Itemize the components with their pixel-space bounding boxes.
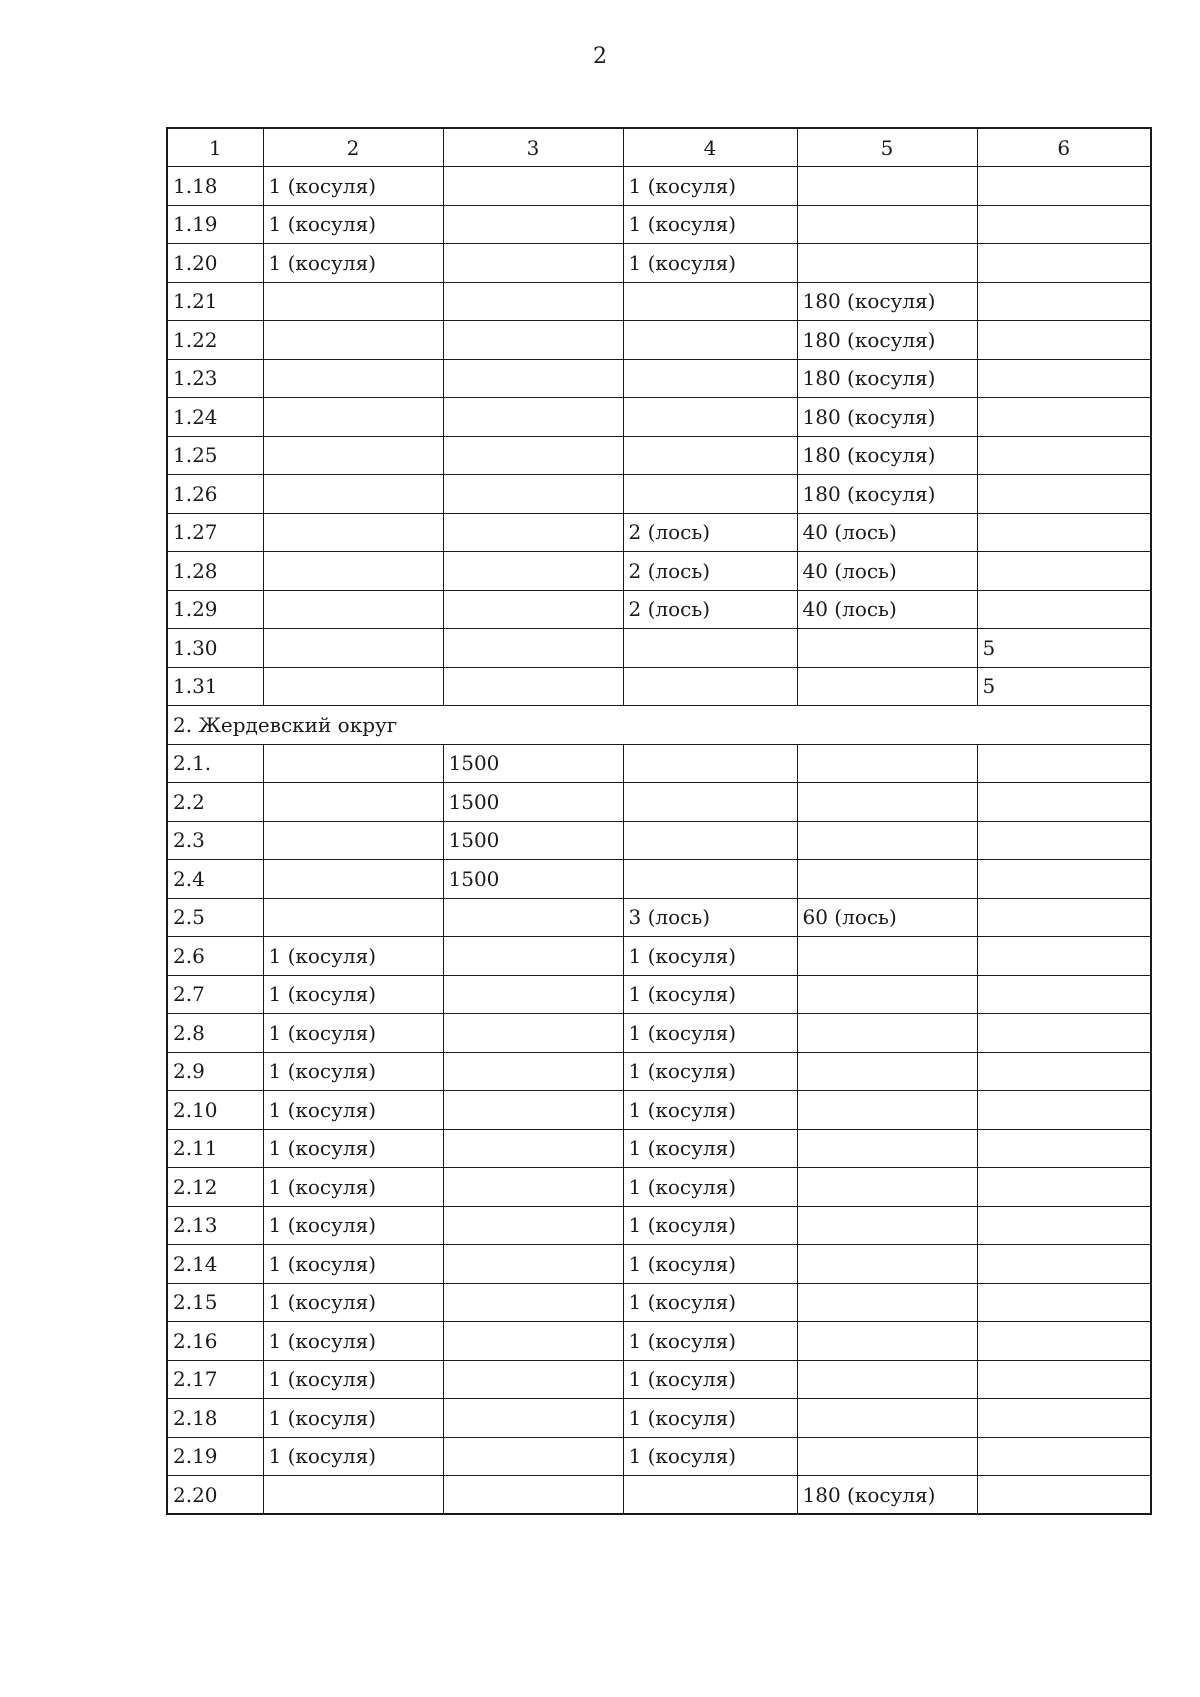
table-cell [623, 667, 797, 706]
table-row [167, 475, 1151, 514]
table-cell [443, 398, 623, 437]
table-row [167, 167, 1151, 206]
column-header: 2 [263, 128, 443, 167]
table-cell [443, 1283, 623, 1322]
table-cell [977, 975, 1151, 1014]
table-row [167, 1437, 1151, 1476]
table-cell: 1 (косуля) [623, 1360, 797, 1399]
row-number-cell: 2.2 [167, 783, 263, 822]
table-cell [443, 667, 623, 706]
row-number-cell: 1.30 [167, 629, 263, 668]
table-cell [263, 821, 443, 860]
table-row [167, 821, 1151, 860]
table-cell: 1 (косуля) [263, 1052, 443, 1091]
table-cell: 2 (лось) [623, 513, 797, 552]
table-row [167, 1052, 1151, 1091]
table-cell [623, 359, 797, 398]
table-cell [443, 513, 623, 552]
column-header: 6 [977, 128, 1151, 167]
table-cell [797, 783, 977, 822]
table-row [167, 282, 1151, 321]
table-cell: 2 (лось) [623, 552, 797, 591]
section-row [167, 706, 1151, 745]
table-cell: 40 (лось) [797, 590, 977, 629]
table-row [167, 1014, 1151, 1053]
table-cell [797, 1322, 977, 1361]
table-row [167, 552, 1151, 591]
table-cell: 1 (косуля) [263, 167, 443, 206]
table-row [167, 321, 1151, 360]
table-cell [797, 1206, 977, 1245]
row-number-cell: 1.27 [167, 513, 263, 552]
table-cell [443, 436, 623, 475]
table-cell: 1 (косуля) [263, 1283, 443, 1322]
row-number-cell: 2.6 [167, 937, 263, 976]
table-cell [977, 282, 1151, 321]
row-number-cell: 1.19 [167, 205, 263, 244]
table-cell [977, 1168, 1151, 1207]
table-cell [977, 167, 1151, 206]
table-cell [977, 1206, 1151, 1245]
row-number-cell: 2.5 [167, 898, 263, 937]
table-cell [263, 744, 443, 783]
table-row [167, 1091, 1151, 1130]
row-number-cell: 1.31 [167, 667, 263, 706]
table-cell: 1 (косуля) [623, 1052, 797, 1091]
table-cell [623, 436, 797, 475]
table-row [167, 398, 1151, 437]
table-cell [977, 513, 1151, 552]
page-number: 2 [593, 44, 607, 69]
row-number-cell: 1.23 [167, 359, 263, 398]
row-number-cell: 2.16 [167, 1322, 263, 1361]
table-cell [443, 898, 623, 937]
table-cell: 1 (косуля) [263, 1014, 443, 1053]
row-number-cell: 2.18 [167, 1399, 263, 1438]
table-cell [263, 475, 443, 514]
row-number-cell: 2.9 [167, 1052, 263, 1091]
table-cell: 1 (косуля) [623, 1168, 797, 1207]
table-cell [977, 821, 1151, 860]
table-cell [977, 1014, 1151, 1053]
table-cell [443, 629, 623, 668]
table-cell: 40 (лось) [797, 552, 977, 591]
table-cell: 1 (косуля) [263, 1437, 443, 1476]
row-number-cell: 1.28 [167, 552, 263, 591]
table-cell [443, 1245, 623, 1284]
table-cell: 5 [977, 667, 1151, 706]
table-cell [797, 167, 977, 206]
table-cell [443, 475, 623, 514]
table-cell [797, 1014, 977, 1053]
table-cell [443, 1322, 623, 1361]
table-cell: 1 (косуля) [623, 1399, 797, 1438]
table-cell: 1 (косуля) [623, 205, 797, 244]
table-row [167, 629, 1151, 668]
column-header: 3 [443, 128, 623, 167]
table-cell [623, 860, 797, 899]
table-cell: 3 (лось) [623, 898, 797, 937]
table-cell [977, 359, 1151, 398]
table-cell [623, 398, 797, 437]
table-cell [623, 629, 797, 668]
table-cell [443, 1014, 623, 1053]
row-number-cell: 2.7 [167, 975, 263, 1014]
table-cell [797, 1360, 977, 1399]
table-cell [977, 1283, 1151, 1322]
row-number-cell: 2.12 [167, 1168, 263, 1207]
section-title: 2. Жердевский округ [167, 706, 1151, 745]
table-cell [797, 629, 977, 668]
table-cell [623, 1476, 797, 1515]
table-row [167, 744, 1151, 783]
table-row [167, 1168, 1151, 1207]
table-row [167, 1129, 1151, 1168]
table-cell [443, 1129, 623, 1168]
table-cell: 40 (лось) [797, 513, 977, 552]
table-row [167, 667, 1151, 706]
row-number-cell: 2.11 [167, 1129, 263, 1168]
row-number-cell: 2.8 [167, 1014, 263, 1053]
table-cell: 1 (косуля) [623, 1206, 797, 1245]
table-cell [443, 975, 623, 1014]
row-number-cell: 1.21 [167, 282, 263, 321]
table-cell [797, 1168, 977, 1207]
table-cell: 180 (косуля) [797, 436, 977, 475]
table-cell [797, 667, 977, 706]
table-cell: 1 (косуля) [263, 1360, 443, 1399]
table-row [167, 975, 1151, 1014]
table-cell [263, 398, 443, 437]
table-cell [443, 1476, 623, 1515]
table-cell [443, 1091, 623, 1130]
table-cell [977, 590, 1151, 629]
table-row [167, 1283, 1151, 1322]
table-cell [263, 321, 443, 360]
table-cell [263, 513, 443, 552]
table-cell: 1 (косуля) [623, 167, 797, 206]
table-cell [797, 1129, 977, 1168]
table-cell [623, 821, 797, 860]
row-number-cell: 2.1. [167, 744, 263, 783]
column-header: 4 [623, 128, 797, 167]
table-row [167, 359, 1151, 398]
row-number-cell: 1.20 [167, 244, 263, 283]
table-cell [263, 1476, 443, 1515]
column-header: 1 [167, 128, 263, 167]
table-cell: 1 (косуля) [623, 1091, 797, 1130]
table-cell [443, 282, 623, 321]
table-cell: 1 (косуля) [263, 205, 443, 244]
table-cell: 1 (косуля) [623, 937, 797, 976]
table-cell [443, 1052, 623, 1091]
table-cell [797, 1091, 977, 1130]
table-cell: 1 (косуля) [263, 1206, 443, 1245]
table-cell: 1500 [443, 744, 623, 783]
row-number-cell: 2.10 [167, 1091, 263, 1130]
table-header [167, 128, 1151, 167]
table-cell [977, 398, 1151, 437]
table-cell: 1 (косуля) [263, 244, 443, 283]
table-cell [977, 744, 1151, 783]
table-row [167, 1245, 1151, 1284]
column-header: 5 [797, 128, 977, 167]
table-cell [977, 244, 1151, 283]
row-number-cell: 1.24 [167, 398, 263, 437]
table-cell: 180 (косуля) [797, 359, 977, 398]
table-row [167, 513, 1151, 552]
table-cell [443, 1168, 623, 1207]
table-cell [977, 1091, 1151, 1130]
table-cell: 1 (косуля) [263, 1168, 443, 1207]
row-number-cell: 2.14 [167, 1245, 263, 1284]
table-cell: 1 (косуля) [623, 975, 797, 1014]
table-cell: 1 (косуля) [263, 975, 443, 1014]
table-cell [623, 475, 797, 514]
table-cell [263, 860, 443, 899]
table-row [167, 205, 1151, 244]
table-cell: 1 (косуля) [263, 1399, 443, 1438]
table-cell [977, 1360, 1151, 1399]
table-cell: 1 (косуля) [623, 1283, 797, 1322]
table-row [167, 1360, 1151, 1399]
table-cell [263, 359, 443, 398]
table-cell [977, 1052, 1151, 1091]
table-cell: 180 (косуля) [797, 282, 977, 321]
table-cell [443, 552, 623, 591]
table-cell [977, 321, 1151, 360]
table-cell [263, 436, 443, 475]
table-cell: 180 (косуля) [797, 398, 977, 437]
table-cell [443, 1399, 623, 1438]
table-cell [623, 282, 797, 321]
row-number-cell: 2.17 [167, 1360, 263, 1399]
table-cell [977, 898, 1151, 937]
table-cell: 1 (косуля) [263, 1245, 443, 1284]
header-row [167, 128, 1151, 167]
table-cell [977, 1437, 1151, 1476]
row-number-cell: 1.25 [167, 436, 263, 475]
table-cell [797, 244, 977, 283]
row-number-cell: 1.26 [167, 475, 263, 514]
table-cell [263, 783, 443, 822]
table-cell [977, 937, 1151, 976]
table-cell [263, 629, 443, 668]
table-cell [797, 821, 977, 860]
table-cell: 5 [977, 629, 1151, 668]
table-row [167, 898, 1151, 937]
table-cell [977, 1399, 1151, 1438]
table-cell [977, 552, 1151, 591]
row-number-cell: 1.22 [167, 321, 263, 360]
table-row [167, 436, 1151, 475]
table-cell: 1 (косуля) [623, 1322, 797, 1361]
table-cell [443, 167, 623, 206]
table-cell: 1 (косуля) [263, 1322, 443, 1361]
table-row [167, 1322, 1151, 1361]
data-table [166, 127, 1152, 1515]
table-cell [797, 1437, 977, 1476]
table-cell [443, 244, 623, 283]
table-cell [623, 321, 797, 360]
table-cell [977, 475, 1151, 514]
table-cell [797, 1245, 977, 1284]
table-cell: 1 (косуля) [263, 1129, 443, 1168]
table-cell [977, 436, 1151, 475]
table-row [167, 1476, 1151, 1515]
table-cell [977, 1245, 1151, 1284]
table-cell [977, 1476, 1151, 1515]
table-cell [797, 744, 977, 783]
table-cell: 180 (косуля) [797, 475, 977, 514]
table-cell [263, 898, 443, 937]
table-cell [977, 1322, 1151, 1361]
table-cell [623, 783, 797, 822]
table-cell [263, 282, 443, 321]
row-number-cell: 1.18 [167, 167, 263, 206]
row-number-cell: 2.3 [167, 821, 263, 860]
table-body [167, 167, 1151, 1515]
table-cell: 1 (косуля) [263, 1091, 443, 1130]
row-number-cell: 2.20 [167, 1476, 263, 1515]
table-cell: 1 (косуля) [263, 937, 443, 976]
table-row [167, 783, 1151, 822]
table-cell: 1 (косуля) [623, 1437, 797, 1476]
table-cell [797, 937, 977, 976]
table-cell [977, 783, 1151, 822]
table-cell: 1 (косуля) [623, 1245, 797, 1284]
table-row [167, 590, 1151, 629]
table-cell [443, 1437, 623, 1476]
table-cell [623, 744, 797, 783]
table-cell [443, 937, 623, 976]
row-number-cell: 2.19 [167, 1437, 263, 1476]
table-cell [797, 1399, 977, 1438]
table-cell: 1 (косуля) [623, 1014, 797, 1053]
table-cell [797, 205, 977, 244]
table-cell: 180 (косуля) [797, 1476, 977, 1515]
table-cell [797, 975, 977, 1014]
table-row [167, 937, 1151, 976]
table-cell: 1500 [443, 821, 623, 860]
table-cell [443, 590, 623, 629]
row-number-cell: 2.15 [167, 1283, 263, 1322]
table-cell [443, 1360, 623, 1399]
table-row [167, 860, 1151, 899]
table-cell: 60 (лось) [797, 898, 977, 937]
table-row [167, 1399, 1151, 1438]
row-number-cell: 2.4 [167, 860, 263, 899]
row-number-cell: 2.13 [167, 1206, 263, 1245]
table-cell: 1500 [443, 860, 623, 899]
table-cell [443, 359, 623, 398]
table-cell [443, 1206, 623, 1245]
table-row [167, 244, 1151, 283]
table-cell: 1 (косуля) [623, 1129, 797, 1168]
table-cell [263, 667, 443, 706]
table-cell [797, 1283, 977, 1322]
table-cell [977, 205, 1151, 244]
table-cell [797, 860, 977, 899]
table-cell [263, 590, 443, 629]
table-cell [977, 1129, 1151, 1168]
table-cell [443, 205, 623, 244]
table-row [167, 1206, 1151, 1245]
table-cell [263, 552, 443, 591]
table-cell: 2 (лось) [623, 590, 797, 629]
row-number-cell: 1.29 [167, 590, 263, 629]
table-cell [977, 860, 1151, 899]
table-cell: 1 (косуля) [623, 244, 797, 283]
table-cell [443, 321, 623, 360]
table-cell [797, 1052, 977, 1091]
table-cell: 180 (косуля) [797, 321, 977, 360]
table-cell: 1500 [443, 783, 623, 822]
